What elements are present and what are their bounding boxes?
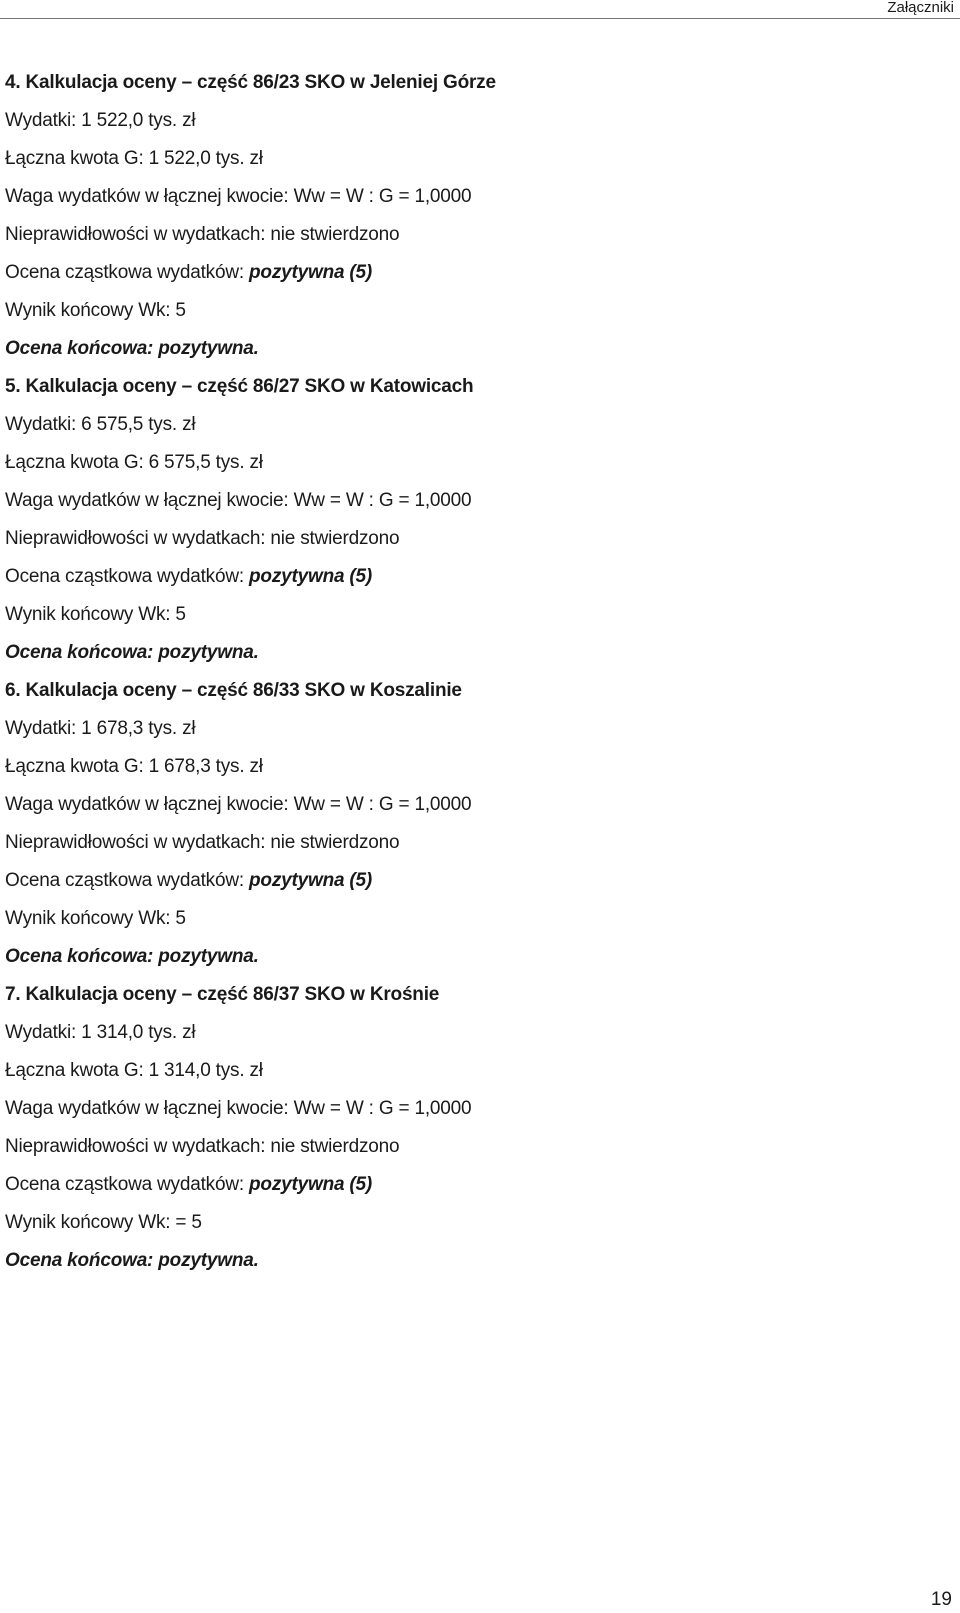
- section-title: 6. Kalkulacja oceny – część 86/33 SKO w Koszalinie: [5, 680, 462, 701]
- partial-assessment-label: Ocena cząstkowa wydatków:: [5, 1174, 250, 1195]
- running-header-text: Załączniki: [887, 0, 954, 16]
- total-amount-line: Łączna kwota G: 1 522,0 tys. zł: [5, 148, 263, 169]
- partial-assessment-line: [5, 564, 945, 590]
- irregularities-line: Nieprawidłowości w wydatkach: nie stwierdzono: [5, 224, 400, 245]
- irregularities-line: Nieprawidłowości w wydatkach: nie stwierdzono: [5, 832, 400, 853]
- final-assessment-line: Ocena końcowa: pozytywna.: [5, 642, 259, 663]
- final-assessment-line: Ocena końcowa: pozytywna.: [5, 1250, 259, 1271]
- weight-line: Waga wydatków w łącznej kwocie: Ww = W : G = 1,0000: [5, 490, 472, 511]
- section-title: 4. Kalkulacja oceny – część 86/23 SKO w Jeleniej Górze: [5, 72, 496, 93]
- final-result-line: Wynik końcowy Wk: 5: [5, 908, 186, 929]
- page-number: 19: [930, 1589, 952, 1610]
- running-header: [0, 0, 960, 19]
- partial-assessment-line: [5, 260, 945, 286]
- expenses-line: Wydatki: 6 575,5 tys. zł: [5, 414, 196, 435]
- partial-assessment-label: Ocena cząstkowa wydatków:: [5, 566, 250, 587]
- partial-assessment-label: Ocena cząstkowa wydatków:: [5, 262, 250, 283]
- total-amount-line: Łączna kwota G: 1 314,0 tys. zł: [5, 1060, 263, 1081]
- weight-line: Waga wydatków w łącznej kwocie: Ww = W : G = 1,0000: [5, 794, 472, 815]
- section-title: 5. Kalkulacja oceny – część 86/27 SKO w Katowicach: [5, 376, 474, 397]
- section-title: 7. Kalkulacja oceny – część 86/37 SKO w Krośnie: [5, 984, 440, 1005]
- section-calculation-86-33: [5, 678, 945, 970]
- section-calculation-86-27: [5, 374, 945, 666]
- partial-assessment-value: pozytywna (5): [249, 566, 373, 587]
- total-amount-line: Łączna kwota G: 6 575,5 tys. zł: [5, 452, 263, 473]
- section-calculation-86-37: [5, 982, 945, 1274]
- final-result-line: Wynik końcowy Wk: 5: [5, 604, 186, 625]
- irregularities-line: Nieprawidłowości w wydatkach: nie stwierdzono: [5, 528, 400, 549]
- partial-assessment-label: Ocena cząstkowa wydatków:: [5, 870, 250, 891]
- expenses-line: Wydatki: 1 678,3 tys. zł: [5, 718, 196, 739]
- weight-line: Waga wydatków w łącznej kwocie: Ww = W : G = 1,0000: [5, 1098, 472, 1119]
- final-result-line: Wynik końcowy Wk: = 5: [5, 1212, 202, 1233]
- final-result-line: Wynik końcowy Wk: 5: [5, 300, 186, 321]
- section-calculation-86-23: [5, 70, 945, 362]
- partial-assessment-value: pozytywna (5): [249, 870, 373, 891]
- final-assessment-line: Ocena końcowa: pozytywna.: [5, 946, 259, 967]
- irregularities-line: Nieprawidłowości w wydatkach: nie stwierdzono: [5, 1136, 400, 1157]
- partial-assessment-value: pozytywna (5): [249, 262, 373, 283]
- partial-assessment-line: [5, 1172, 945, 1198]
- partial-assessment-line: [5, 868, 945, 894]
- expenses-line: Wydatki: 1 522,0 tys. zł: [5, 110, 196, 131]
- partial-assessment-value: pozytywna (5): [249, 1174, 373, 1195]
- total-amount-line: Łączna kwota G: 1 678,3 tys. zł: [5, 756, 263, 777]
- weight-line: Waga wydatków w łącznej kwocie: Ww = W : G = 1,0000: [5, 186, 472, 207]
- expenses-line: Wydatki: 1 314,0 tys. zł: [5, 1022, 196, 1043]
- final-assessment-line: Ocena końcowa: pozytywna.: [5, 338, 259, 359]
- document-body: [5, 70, 945, 1286]
